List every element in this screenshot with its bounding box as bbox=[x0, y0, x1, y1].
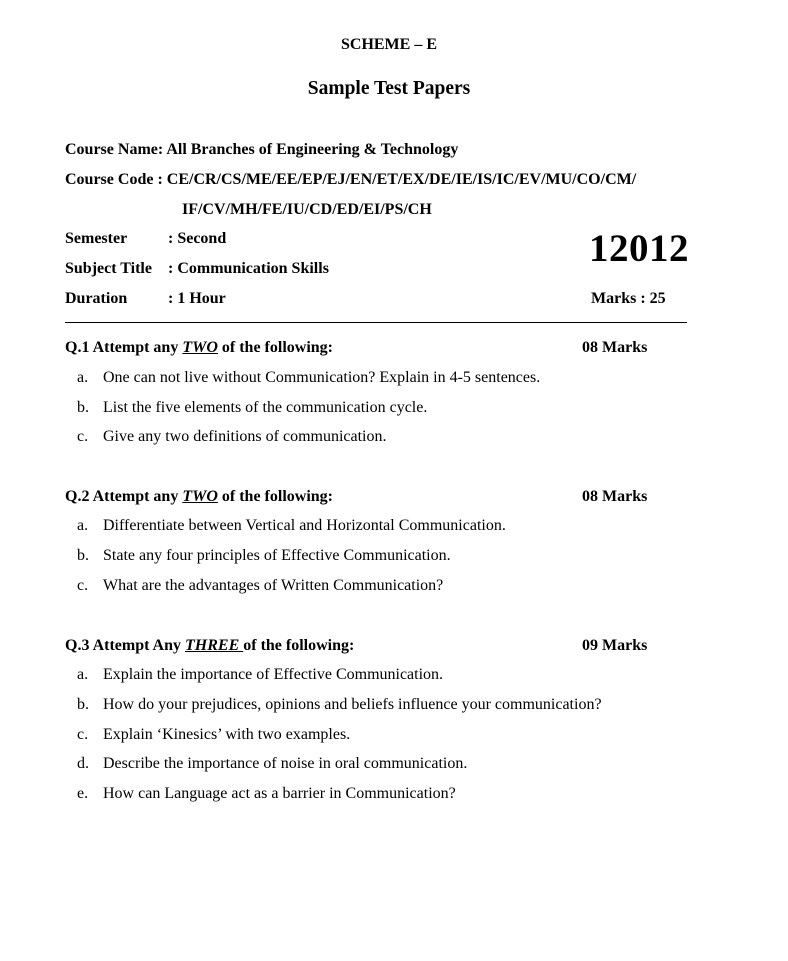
question-3-item-d bbox=[77, 755, 467, 773]
question-1-count: TWO bbox=[182, 339, 218, 356]
question-2-prefix: Q.2 Attempt any bbox=[65, 488, 183, 505]
question-1-item-c bbox=[77, 428, 387, 446]
question-1-prefix: Q.1 Attempt any bbox=[65, 339, 183, 356]
question-3-suffix: of the following: bbox=[243, 637, 355, 654]
item-text: One can not live without Communication? Explain in 4-5 sentences. bbox=[103, 369, 541, 386]
question-3-item-a bbox=[77, 666, 443, 684]
semester-label: Semester bbox=[65, 230, 128, 247]
item-letter: a. bbox=[77, 517, 89, 534]
course-name-value: All Branches of Engineering & Technology bbox=[166, 141, 459, 158]
scheme-heading: SCHEME – E bbox=[340, 36, 437, 53]
course-code-row bbox=[65, 171, 636, 189]
item-letter: c. bbox=[77, 577, 89, 594]
item-letter: b. bbox=[77, 696, 89, 713]
question-1-item-a bbox=[77, 369, 540, 387]
item-text: Explain ‘Kinesics’ with two examples. bbox=[103, 726, 351, 743]
page-title: Sample Test Papers bbox=[307, 78, 471, 99]
subject-code: 12012 bbox=[589, 227, 689, 270]
item-letter: c. bbox=[77, 726, 89, 743]
semester-value: : Second bbox=[168, 230, 227, 247]
course-code-value: CE/CR/CS/ME/EE/EP/EJ/EN/ET/EX/DE/IE/IS/IC/EV/MU/CO/CM/ bbox=[166, 171, 637, 188]
question-3-item-c bbox=[77, 726, 350, 744]
question-2-heading bbox=[65, 488, 333, 506]
item-text: List the five elements of the communication cycle. bbox=[103, 399, 428, 416]
item-letter: e. bbox=[77, 785, 89, 802]
question-2-item-a bbox=[77, 517, 506, 535]
item-text: State any four principles of Effective Communication. bbox=[103, 547, 451, 564]
subject-title-label: Subject Title bbox=[65, 260, 152, 277]
item-text: What are the advantages of Written Communication? bbox=[103, 577, 444, 594]
question-2-marks: 08 Marks bbox=[582, 488, 648, 505]
question-2-suffix: of the following: bbox=[217, 488, 333, 505]
subject-title-value: : Communication Skills bbox=[168, 260, 329, 277]
question-3-prefix: Q.3 Attempt Any bbox=[65, 637, 185, 654]
question-3-heading bbox=[65, 637, 354, 655]
item-text: How do your prejudices, opinions and beliefs influence your communication? bbox=[103, 696, 602, 713]
question-2-count: TWO bbox=[182, 488, 218, 505]
item-letter: c. bbox=[77, 428, 89, 445]
item-letter: d. bbox=[77, 755, 89, 772]
item-text: How can Language act as a barrier in Communication? bbox=[103, 785, 456, 802]
item-letter: b. bbox=[77, 399, 89, 416]
question-2-item-c bbox=[77, 577, 443, 595]
item-text: Give any two definitions of communication. bbox=[103, 428, 387, 445]
question-3-item-b bbox=[77, 696, 602, 714]
question-1-heading bbox=[65, 339, 333, 357]
question-3-marks: 09 Marks bbox=[582, 637, 648, 654]
course-code-label: Course Code : bbox=[65, 171, 167, 188]
course-name-label: Course Name: bbox=[65, 141, 167, 158]
header-divider bbox=[65, 322, 687, 323]
question-3-item-e bbox=[77, 785, 456, 803]
duration-label: Duration bbox=[65, 290, 128, 307]
total-marks: Marks : 25 bbox=[591, 290, 666, 307]
course-code-continued: IF/CV/MH/FE/IU/CD/ED/EI/PS/CH bbox=[182, 201, 432, 218]
question-3-count: THREE bbox=[185, 637, 244, 654]
question-1-suffix: of the following: bbox=[217, 339, 333, 356]
item-text: Explain the importance of Effective Communication. bbox=[103, 666, 444, 683]
question-1-marks: 08 Marks bbox=[582, 339, 648, 356]
item-letter: a. bbox=[77, 369, 89, 386]
course-name-row bbox=[65, 141, 458, 159]
item-text: Differentiate between Vertical and Horizontal Communication. bbox=[103, 517, 506, 534]
item-text: Describe the importance of noise in oral communication. bbox=[103, 755, 468, 772]
question-2-item-b bbox=[77, 547, 451, 565]
duration-value: : 1 Hour bbox=[168, 290, 226, 307]
item-letter: b. bbox=[77, 547, 89, 564]
item-letter: a. bbox=[77, 666, 89, 683]
question-1-item-b bbox=[77, 399, 427, 417]
